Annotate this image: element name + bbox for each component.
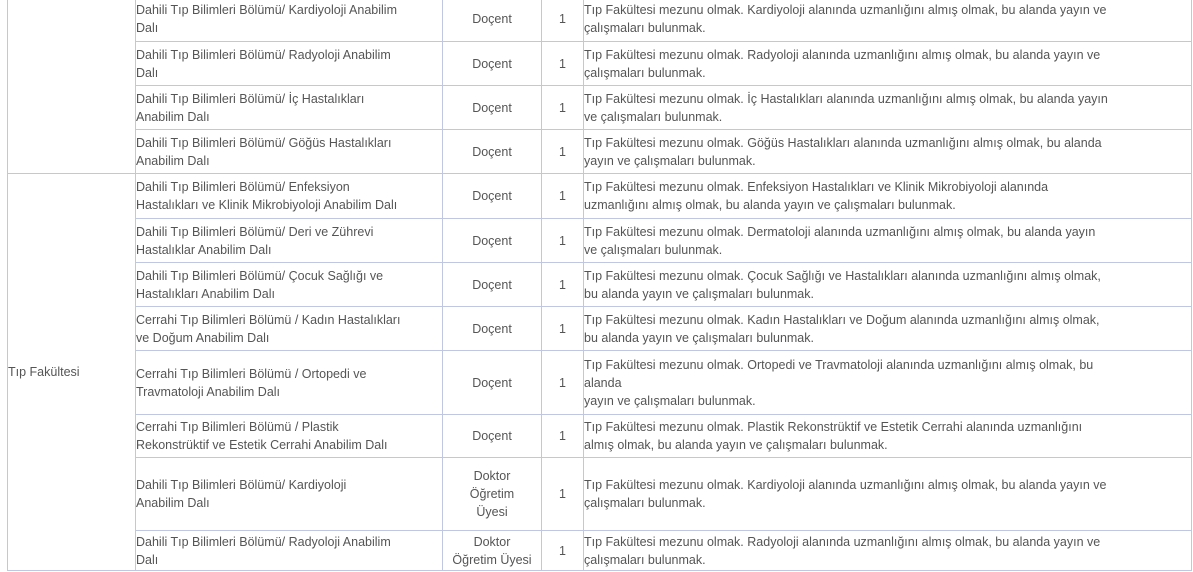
requirements-cell-line: bu alanda yayın ve çalışmaları bulunmak. <box>584 286 814 301</box>
requirements-cell-line: Tıp Fakültesi mezunu olmak. Enfeksiyon Hastalıkları ve Klinik Mikrobiyoloji alanında <box>584 180 1049 194</box>
count-cell: 1 <box>542 458 584 531</box>
requirements-cell-line: alanda <box>584 375 622 390</box>
title-cell-line: Doçent <box>472 144 512 159</box>
title-cell-line: Öğretim Üyesi <box>452 552 532 567</box>
table-row <box>8 351 1192 415</box>
requirements-cell-line: Tıp Fakültesi mezunu olmak. Plastik Rekonstrüktif ve Estetik Cerrahi alanında uzmanlığını <box>584 420 1083 434</box>
requirements-cell <box>584 86 1192 130</box>
title-cell <box>443 415 542 458</box>
requirements-cell <box>584 307 1192 351</box>
title-cell-line: Doçent <box>472 12 512 26</box>
department-cell-line: Dahili Tıp Bilimleri Bölümü/ Deri ve Zührevi <box>136 224 374 239</box>
title-cell-line: Doktor <box>473 469 511 483</box>
requirements-cell-line: yayın ve çalışmaları bulunmak. <box>584 393 756 408</box>
department-cell <box>136 42 443 86</box>
table-row <box>8 415 1192 458</box>
department-cell <box>136 307 443 351</box>
position-table-body <box>8 0 1192 571</box>
department-cell-line: Dahili Tıp Bilimleri Bölümü/ Göğüs Hastalıkları <box>136 135 392 150</box>
title-cell <box>443 458 542 531</box>
title-cell <box>443 0 542 42</box>
requirements-cell <box>584 458 1192 531</box>
requirements-cell-line: Tıp Fakültesi mezunu olmak. İç Hastalıkları alanında uzmanlığını almış olmak, bu alanda yayın <box>584 91 1108 106</box>
title-cell-line: Doçent <box>472 189 512 203</box>
department-cell-line: Dahili Tıp Bilimleri Bölümü/ Çocuk Sağlığı ve <box>136 268 384 283</box>
title-cell-line: Doçent <box>472 277 512 292</box>
department-cell <box>136 130 443 174</box>
requirements-cell <box>584 174 1192 219</box>
department-cell <box>136 351 443 415</box>
title-cell-line: Doktor <box>473 534 511 549</box>
position-table <box>7 0 1192 571</box>
table-row <box>8 130 1192 174</box>
title-cell-line: Doçent <box>472 321 512 336</box>
count-cell: 1 <box>542 0 584 42</box>
requirements-cell <box>584 351 1192 415</box>
faculty-name: Tıp Fakültesi <box>8 365 80 379</box>
title-cell <box>443 174 542 219</box>
count-cell: 1 <box>542 307 584 351</box>
department-cell <box>136 86 443 130</box>
count-cell: 1 <box>542 42 584 86</box>
requirements-cell-line: bu alanda yayın ve çalışmaları bulunmak. <box>584 330 814 345</box>
title-cell <box>443 351 542 415</box>
requirements-cell-line: çalışmaları bulunmak. <box>584 21 706 35</box>
department-cell-line: Cerrahi Tıp Bilimleri Bölümü / Ortopedi ve <box>136 366 367 381</box>
requirements-cell <box>584 42 1192 86</box>
department-cell-line: Dahili Tıp Bilimleri Bölümü/ İç Hastalıkları <box>136 91 365 106</box>
requirements-cell-line: Tıp Fakültesi mezunu olmak. Kardiyoloji alanında uzmanlığını almış olmak, bu alanda yayın ve <box>584 3 1107 17</box>
requirements-cell-line: Tıp Fakültesi mezunu olmak. Çocuk Sağlığı ve Hastalıkları alanında uzmanlığını almış olmak, <box>584 268 1101 283</box>
department-cell-line: Anabilim Dalı <box>136 153 210 168</box>
table-row <box>8 531 1192 571</box>
table-row <box>8 219 1192 263</box>
requirements-cell <box>584 531 1192 571</box>
department-cell-line: Dahili Tıp Bilimleri Bölümü/ Enfeksiyon <box>136 180 350 194</box>
faculty-cell <box>8 174 136 571</box>
department-cell-line: Dalı <box>136 21 159 35</box>
department-cell-line: Dahili Tıp Bilimleri Bölümü/ Radyoloji Anabilim <box>136 47 391 62</box>
title-cell-line: Doçent <box>472 375 512 390</box>
requirements-cell-line: çalışmaları bulunmak. <box>584 65 706 80</box>
requirements-cell-line: ve çalışmaları bulunmak. <box>584 242 723 257</box>
title-cell <box>443 307 542 351</box>
requirements-cell <box>584 130 1192 174</box>
requirements-cell-line: çalışmaları bulunmak. <box>584 552 706 567</box>
title-cell <box>443 263 542 307</box>
requirements-cell-line: Tıp Fakültesi mezunu olmak. Radyoloji alanında uzmanlığını almış olmak, bu alanda yayın ve <box>584 47 1101 62</box>
department-cell-line: Dahili Tıp Bilimleri Bölümü/ Kardiyoloji <box>136 478 347 492</box>
requirements-cell-line: Tıp Fakültesi mezunu olmak. Radyoloji alanında uzmanlığını almış olmak, bu alanda yayın ve <box>584 534 1101 549</box>
requirements-cell-line: Tıp Fakültesi mezunu olmak. Kadın Hastalıkları ve Doğum alanında uzmanlığını almış olmak, <box>584 312 1100 327</box>
department-cell <box>136 415 443 458</box>
requirements-cell-line: almış olmak, bu alanda yayın ve çalışmaları bulunmak. <box>584 438 888 452</box>
table-row <box>8 263 1192 307</box>
department-cell <box>136 219 443 263</box>
requirements-cell <box>584 263 1192 307</box>
title-cell <box>443 86 542 130</box>
count-cell: 1 <box>542 263 584 307</box>
requirements-cell-line: Tıp Fakültesi mezunu olmak. Dermatoloji alanında uzmanlığını almış olmak, bu alanda yayın <box>584 224 1096 239</box>
title-cell-line: Doçent <box>472 429 512 443</box>
department-cell-line: Cerrahi Tıp Bilimleri Bölümü / Kadın Hastalıkları <box>136 312 401 327</box>
department-cell-line: Anabilim Dalı <box>136 496 210 510</box>
title-cell-line: Doçent <box>472 56 512 71</box>
table-row <box>8 86 1192 130</box>
department-cell-line: Anabilim Dalı <box>136 109 210 124</box>
department-cell-line: Travmatoloji Anabilim Dalı <box>136 384 281 399</box>
table-row <box>8 0 1192 42</box>
department-cell-line: ve Doğum Anabilim Dalı <box>136 330 270 345</box>
table-row <box>8 458 1192 531</box>
department-cell <box>136 458 443 531</box>
department-cell <box>136 531 443 571</box>
count-cell: 1 <box>542 86 584 130</box>
title-cell <box>443 130 542 174</box>
department-cell <box>136 0 443 42</box>
count-cell: 1 <box>542 531 584 571</box>
department-cell-line: Hastalıkları ve Klinik Mikrobiyoloji Anabilim Dalı <box>136 198 398 212</box>
requirements-cell-line: uzmanlığını almış olmak, bu alanda yayın ve çalışmaları bulunmak. <box>584 198 956 212</box>
title-cell-line: Doçent <box>472 233 512 248</box>
requirements-cell-line: çalışmaları bulunmak. <box>584 496 706 510</box>
count-cell: 1 <box>542 130 584 174</box>
count-cell: 1 <box>542 351 584 415</box>
requirements-cell-line: yayın ve çalışmaları bulunmak. <box>584 153 756 168</box>
title-cell-line: Üyesi <box>476 505 508 519</box>
count-cell: 1 <box>542 219 584 263</box>
faculty-cell-continued <box>8 0 136 174</box>
count-cell: 1 <box>542 174 584 219</box>
department-cell-line: Hastalıklar Anabilim Dalı <box>136 242 272 257</box>
department-cell <box>136 174 443 219</box>
requirements-cell <box>584 0 1192 42</box>
title-cell <box>443 531 542 571</box>
department-cell-line: Dahili Tıp Bilimleri Bölümü/ Radyoloji Anabilim <box>136 534 391 549</box>
title-cell-line: Öğretim <box>469 487 515 501</box>
requirements-cell-line: Tıp Fakültesi mezunu olmak. Ortopedi ve Travmatoloji alanında uzmanlığını almış olmak, bu <box>584 357 1094 372</box>
table-row <box>8 307 1192 351</box>
department-cell-line: Dalı <box>136 552 159 567</box>
department-cell-line: Dahili Tıp Bilimleri Bölümü/ Kardiyoloji Anabilim <box>136 3 397 17</box>
department-cell-line: Dalı <box>136 65 159 80</box>
title-cell <box>443 219 542 263</box>
table-row <box>8 174 1192 219</box>
requirements-cell-line: Tıp Fakültesi mezunu olmak. Kardiyoloji alanında uzmanlığını almış olmak, bu alanda yayın ve <box>584 478 1107 492</box>
title-cell <box>443 42 542 86</box>
department-cell-line: Cerrahi Tıp Bilimleri Bölümü / Plastik <box>136 420 339 434</box>
requirements-cell <box>584 219 1192 263</box>
requirements-cell-line: ve çalışmaları bulunmak. <box>584 109 723 124</box>
title-cell-line: Doçent <box>472 100 512 115</box>
department-cell <box>136 263 443 307</box>
requirements-cell <box>584 415 1192 458</box>
table-row <box>8 42 1192 86</box>
department-cell-line: Rekonstrüktif ve Estetik Cerrahi Anabilim Dalı <box>136 438 388 452</box>
department-cell-line: Hastalıkları Anabilim Dalı <box>136 286 275 301</box>
requirements-cell-line: Tıp Fakültesi mezunu olmak. Göğüs Hastalıkları alanında uzmanlığını almış olmak, bu alanda <box>584 135 1102 150</box>
count-cell: 1 <box>542 415 584 458</box>
